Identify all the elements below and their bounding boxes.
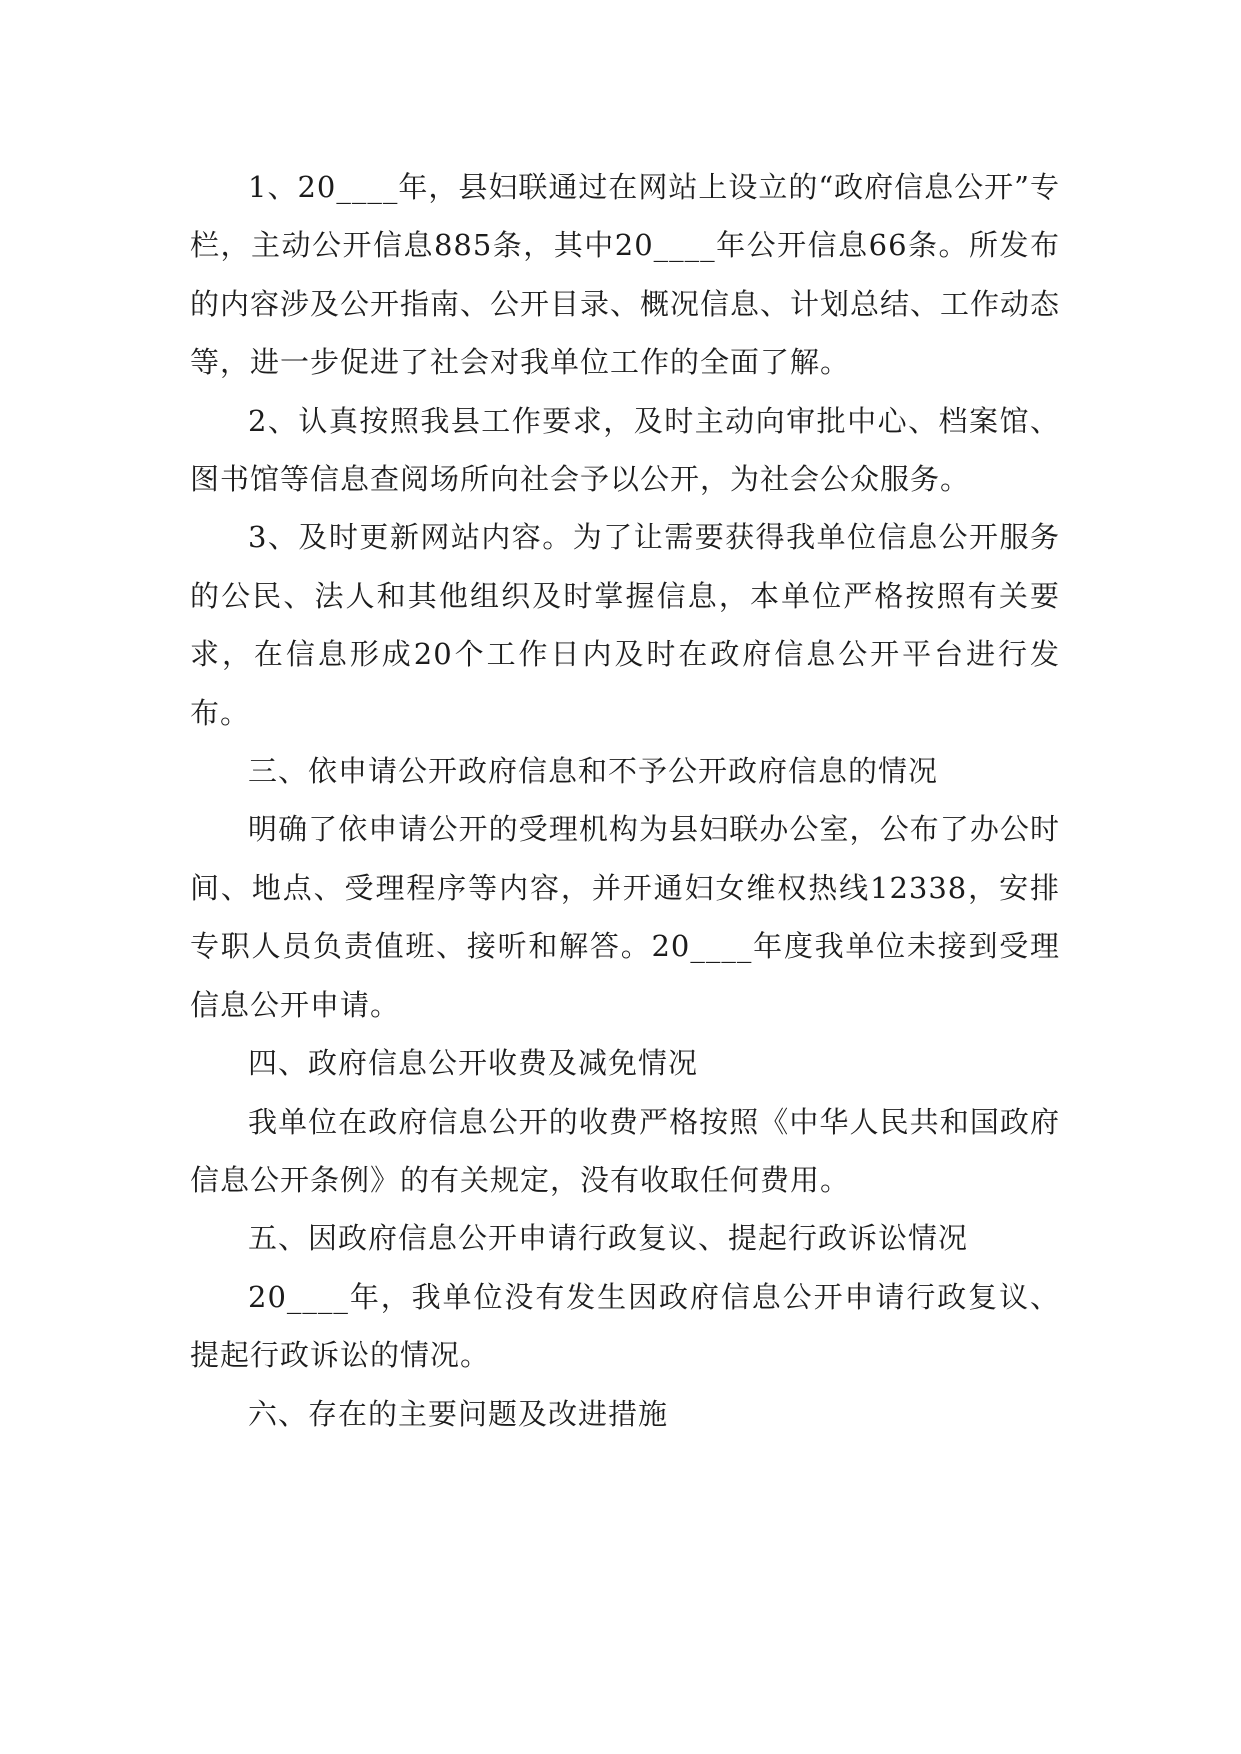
paragraph-item-1: 1、20____年，县妇联通过在网站上设立的“政府信息公开”专栏，主动公开信息885条，其中20____年公开信息66条。所发布的内容涉及公开指南、公开目录、概况信息、计划总结、工作动态等，进一步促进了社会对我单位工作的全面了解。: [190, 170, 1061, 380]
section-heading-3: 三、依申请公开政府信息和不予公开政府信息的情况: [248, 754, 939, 789]
section-heading-4: 四、政府信息公开收费及减免情况: [248, 1046, 699, 1081]
section-4-body: 我单位在政府信息公开的收费严格按照《中华人民共和国政府信息公开条例》的有关规定，没有收取任何费用。: [190, 1104, 1060, 1197]
paragraph-item-2: 2、认真按照我县工作要求，及时主动向审批中心、档案馆、图书馆等信息查阅场所向社会予以公开，为社会公众服务。: [190, 403, 1060, 497]
section-5-body: 20____年，我单位没有发生因政府信息公开申请行政复议、提起行政诉讼的情况。: [190, 1279, 1060, 1373]
section-heading-6: 六、存在的主要问题及改进措施: [248, 1396, 669, 1431]
paragraph-item-3: 3、及时更新网站内容。为了让需要获得我单位信息公开服务的公民、法人和其他组织及时掌握信息，本单位严格按照有关要求，在信息形成20个工作日内及时在政府信息公开平台进行发布。: [190, 520, 1060, 730]
section-3-body: 明确了依申请公开的受理机构为县妇联办公室，公布了办公时间、地点、受理程序等内容，并开通妇女维权热线12338，安排专职人员负责值班、接听和解答。20____年度我单位未接到受理信息公开申请。: [190, 812, 1060, 1022]
document-body: [190, 158, 1060, 1443]
section-heading-5: 五、因政府信息公开申请行政复议、提起行政诉讼情况: [248, 1221, 969, 1256]
